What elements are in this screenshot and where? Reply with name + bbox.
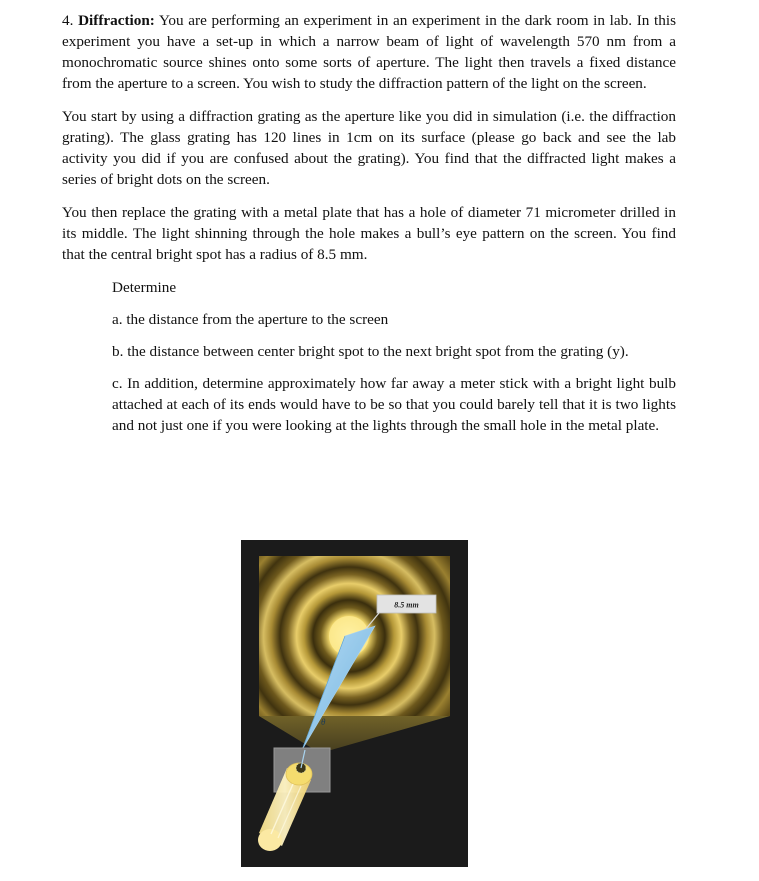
radius-label: 8.5 mm — [394, 600, 419, 610]
question-a: a. the distance from the aperture to the screen — [112, 311, 389, 328]
diffraction-figure — [241, 540, 468, 867]
paragraph-grating: You start by using a diffraction grating as the aperture like you did in simulation (i.e. the diffraction grating). The glass grating has 120 lines in 1cm on its surface (please go back and see the lab activity you did if you are confused about the grating). You find that the diffracted light makes a series of bright dots on the screen. — [62, 108, 676, 188]
determine-label: Determine — [112, 279, 177, 296]
question-b: b. the distance between center bright spot to the next bright spot from the grating (y). — [112, 343, 629, 360]
paragraph-intro — [62, 10, 676, 94]
angle-label: θ — [321, 717, 326, 727]
question-c: c. In addition, determine approximately how far away a meter stick with a bright light bulb attached at each of its ends would have to be so that you could barely tell that it is two lights and not just one if you were looking at the lights through the small hole in the metal plate. — [112, 375, 676, 434]
problem-title: Diffraction: — [78, 12, 155, 29]
paragraph-hole: You then replace the grating with a metal plate that has a hole of diameter 71 micrometer drilled in its middle. The light shinning through the hole makes a bull’s eye pattern on the screen. You find that the central bright spot has a radius of 8.5 mm. — [62, 204, 676, 263]
intro-text: You are performing an experiment in an experiment in the dark room in lab. In this experiment you have a set-up in which a narrow beam of light of wavelength 570 nm from a monochromatic source shines onto some sorts of aperture. The light then travels a fixed distance from the aperture to a screen. You wish to study the diffraction pattern of the light on the screen. — [62, 12, 676, 92]
problem-text — [62, 10, 676, 436]
problem-number: 4. — [62, 12, 74, 29]
questions — [112, 277, 676, 436]
diffraction-svg — [241, 540, 468, 867]
